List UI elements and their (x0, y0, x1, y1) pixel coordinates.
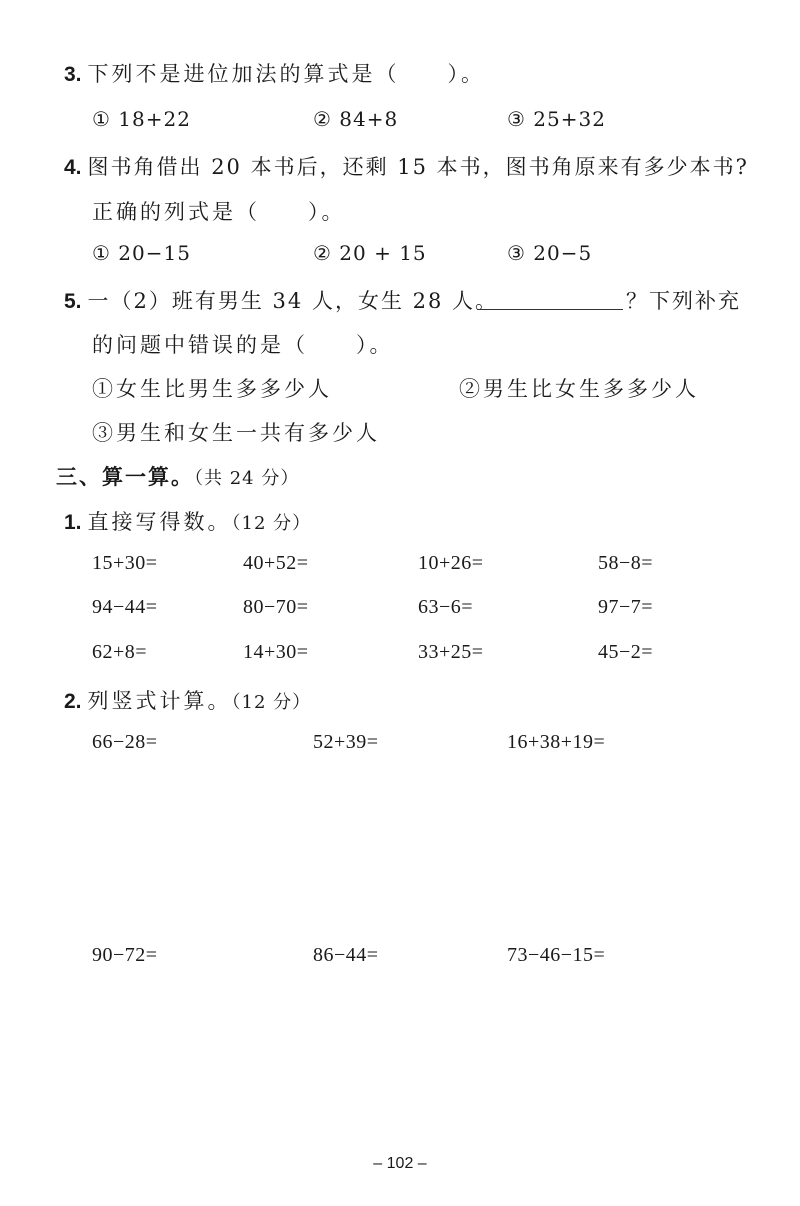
mental-math-item: 62+8= (92, 641, 148, 663)
question-text-line1: 一（2）班有男生 34 人，女生 28 人。 (87, 289, 499, 313)
section-3-heading (56, 461, 299, 491)
mental-math-item: 80−70= (243, 596, 309, 618)
subquestion-1-heading (64, 506, 311, 536)
q4-option-1: ① 20−15 (92, 241, 191, 265)
q4-option-3: ③ 20−5 (507, 241, 593, 265)
q4-option-2: ② 20 + 15 (313, 241, 427, 265)
mental-math-item: 33+25= (418, 641, 484, 663)
q5-option-1: ①女生比男生多多少人 (92, 377, 332, 401)
question-3 (64, 58, 485, 88)
mental-math-item: 97−7= (598, 596, 654, 618)
q3-option-2: ② 84+8 (313, 107, 399, 131)
vertical-calc-item: 73−46−15= (507, 944, 606, 966)
page-number: – 102 – (373, 1155, 427, 1172)
subquestion-title: 列竖式计算。 (87, 689, 232, 713)
question-5 (64, 285, 498, 315)
subquestion-2-heading (64, 685, 311, 715)
subquestion-number: 2. (64, 690, 82, 713)
mental-math-item: 63−6= (418, 596, 474, 618)
vertical-calc-item: 16+38+19= (507, 731, 606, 753)
q3-option-3: ③ 25+32 (507, 107, 606, 131)
subquestion-number: 1. (64, 511, 82, 534)
subquestion-score: （12 分） (231, 513, 312, 534)
mental-math-item: 40+52= (243, 552, 309, 574)
vertical-calc-item: 66−28= (92, 731, 158, 753)
question-4 (64, 151, 749, 181)
mental-math-item: 45−2= (598, 641, 654, 663)
answer-blank[interactable] (477, 309, 623, 310)
vertical-calc-item: 52+39= (313, 731, 379, 753)
mental-math-item: 58−8= (598, 552, 654, 574)
vertical-calc-item: 86−44= (313, 944, 379, 966)
mental-math-item: 94−44= (92, 596, 158, 618)
subquestion-title: 直接写得数。 (87, 510, 232, 534)
question-number: 4. (64, 156, 82, 179)
subquestion-score: （12 分） (231, 692, 312, 713)
mental-math-item: 15+30= (92, 552, 158, 574)
question-text: 下列不是进位加法的算式是（ ）。 (87, 62, 486, 86)
section-title: 三、算一算。 (56, 465, 194, 489)
question-text-line1-end: ？下列补充 (626, 289, 741, 313)
question-number: 3. (64, 63, 82, 86)
q5-option-3: ③男生和女生一共有多少人 (92, 421, 380, 445)
question-text-line1: 图书角借出 20 本书后，还剩 15 本书，图书角原来有多少本书? (87, 155, 749, 179)
q3-option-1: ① 18+22 (92, 107, 191, 131)
question-number: 5. (64, 290, 82, 313)
mental-math-item: 10+26= (418, 552, 484, 574)
vertical-calc-item: 90−72= (92, 944, 158, 966)
question-text-line2: 正确的列式是（ ）。 (92, 200, 346, 224)
mental-math-item: 14+30= (243, 641, 309, 663)
section-score: （共 24 分） (194, 468, 300, 489)
q5-option-2: ②男生比女生多多少人 (459, 377, 699, 401)
question-text-line2: 的问题中错误的是（ ）。 (92, 333, 394, 357)
